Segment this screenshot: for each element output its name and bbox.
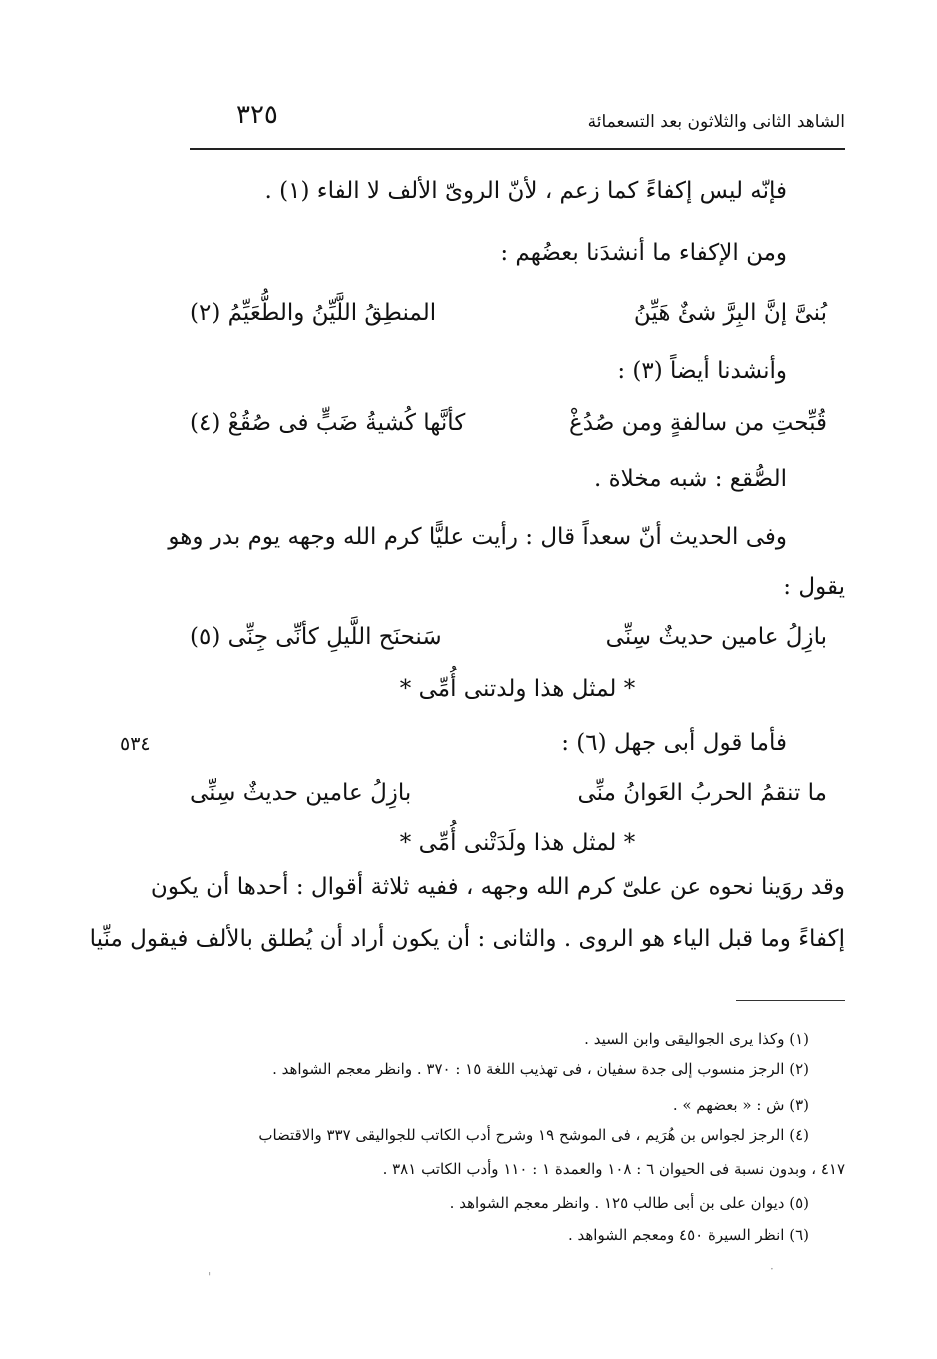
verse-hemistich: ما تنقمُ الحربُ العَوانُ منِّى — [577, 780, 827, 806]
paragraph: وقد روَينا نحوه عن علىّ كرم الله وجهه ، ففيه ثلاثة أقوال : أحدها أن يكون — [150, 874, 845, 900]
scan-speck: · — [770, 1262, 774, 1276]
verse-line — [190, 300, 827, 334]
verse-hemistich: سَنحنَح اللَّيلِ كأنِّى جِنِّى (٥) — [190, 624, 442, 650]
header-rule — [190, 148, 845, 150]
verse-hemistich: قُبِّحتِ من سالفةٍ ومن صُدُغْ — [569, 410, 827, 436]
scan-speck: ' — [208, 1270, 212, 1284]
verse-hemistich: بازِلُ عامين حديثٌ سِنِّى — [190, 780, 412, 806]
paragraph: إكفاءً وما قبل الياء هو الروى . والثانى : أن يكون أراد أن يُطلق بالألف فيقول منِّيا — [89, 926, 845, 952]
paragraph: وأنشدنا أيضاً (٣) : — [617, 358, 787, 384]
verse-tail: * لمثل هذا ولدتنى أُمِّى * — [399, 676, 636, 702]
paragraph-continuation: يقول : — [783, 574, 845, 600]
paragraph: وفى الحديث أنّ سعداً قال : رأيت عليًّا كرم الله وجهه يوم بدر وهو — [168, 524, 787, 550]
footnote: (٦) انظر السيرة ٤٥٠ ومعجم الشواهد . — [567, 1226, 809, 1244]
footnote: (١) وكذا يرى الجواليقى وابن السيد . — [584, 1030, 809, 1048]
paragraph: فإنّه ليس إكفاءً كما زعم ، لأنّ الروىّ الألف لا الفاء (١) . — [264, 178, 787, 204]
footnote: (٣) ش : « بعضهم » . — [672, 1096, 809, 1114]
page-number: ٣٢٥ — [236, 100, 278, 130]
paragraph: الصُّقع : شبه مخلاة . — [593, 466, 787, 492]
margin-number: ٥٣٤ — [120, 733, 151, 755]
verse-line — [190, 780, 827, 814]
verse-hemistich: بازِلُ عامين حديثٌ سِنِّى — [605, 624, 827, 650]
verse-hemistich: بُنىَّ إنَّ البِرَّ شئٌ هَيِّنُ — [633, 300, 827, 326]
footnote-rule — [736, 1000, 845, 1001]
paragraph: فأما قول أبى جهل (٦) : — [561, 730, 787, 756]
footnote: (٥) ديوان على بن أبى طالب ١٢٥ . وانظر معجم الشواهد . — [449, 1194, 809, 1212]
verse-hemistich: كأنَّها كُشيةُ ضَبٍّ فى صُقُعْ (٤) — [190, 410, 466, 436]
paragraph: ومن الإكفاء ما أنشدَنا بعضُهم : — [500, 240, 787, 266]
footnote-continuation: ٤١٧ ، وبدون نسبة فى الحيوان ٦ : ١٠٨ والعمدة ١ : ١١٠ وأدب الكاتب ٣٨١ . — [382, 1160, 845, 1178]
verse-line — [190, 410, 827, 444]
verse-tail: * لمثل هذا ولَدَتْنى أُمِّى * — [399, 830, 636, 856]
verse-line — [190, 624, 827, 658]
footnote: (٢) الرجز منسوب إلى جدة سفيان ، فى تهذيب اللغة ١٥ : ٣٧٠ . وانظر معجم الشواهد . — [272, 1060, 809, 1078]
running-header: الشاهد الثانى والثلاثون بعد التسعمائة — [587, 112, 845, 132]
verse-hemistich: المنطِقُ اللَّيِّنُ والطُّعَيِّمُ (٢) — [190, 300, 437, 326]
footnote: (٤) الرجز لجواس بن هُرَيم ، فى الموشح ١٩ وشرح أدب الكاتب للجواليقى ٣٣٧ والاقتضاب — [258, 1126, 809, 1144]
